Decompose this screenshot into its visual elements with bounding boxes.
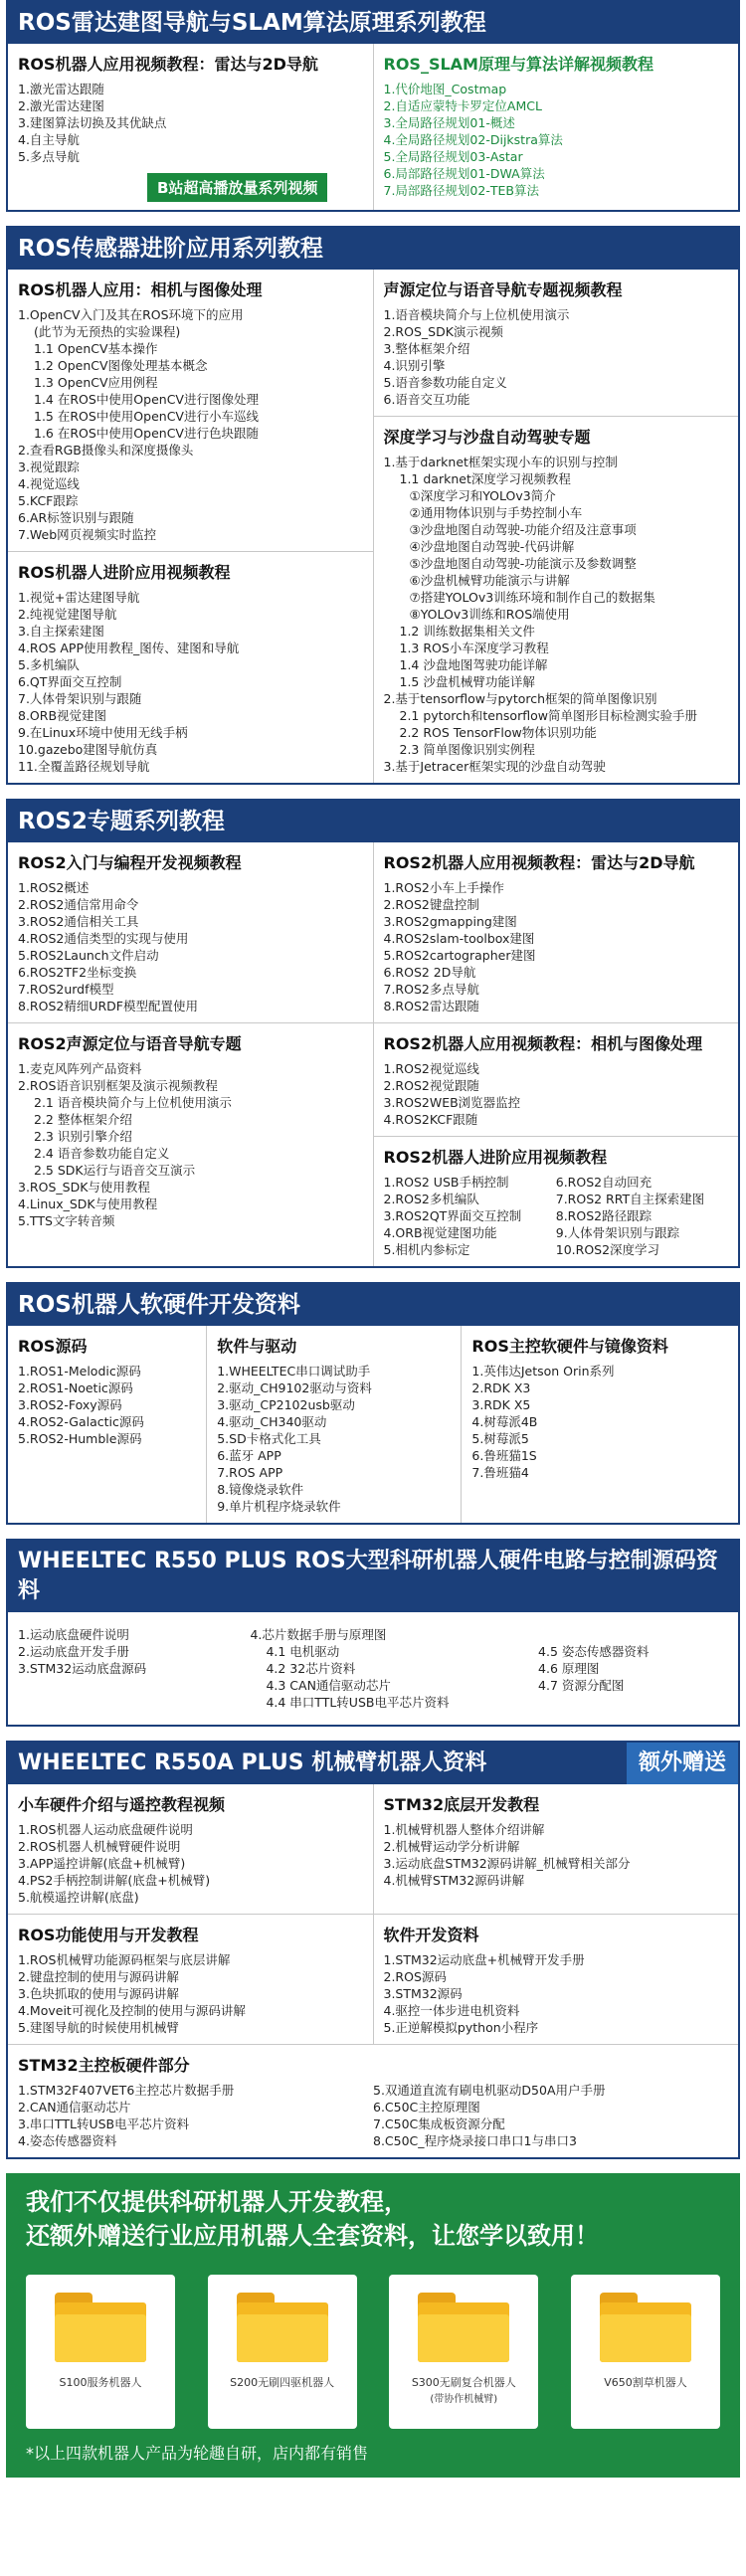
- list-item: 4.6 原理图: [538, 1661, 600, 1676]
- item-list: [18, 81, 363, 165]
- folder-sublabel: (带协作机械臂): [430, 2394, 498, 2405]
- list-item: 1.OpenCV入门及其在ROS环境下的应用: [18, 307, 244, 322]
- list-item: 4.1 电机驱动: [266, 1644, 340, 1659]
- list-item: 2.自适应蒙特卡罗定位AMCL: [383, 98, 542, 113]
- list-item: ④沙盘地图自动驾驶-代码讲解: [409, 539, 575, 554]
- list-item: 4.2 32芯片资料: [266, 1661, 356, 1676]
- list-item: 3.基于Jetracer框架实现的沙盘自动驾驶: [383, 759, 606, 774]
- box-ros2-voice: [8, 1022, 373, 1237]
- list-item: 4.全局路径规划02-Dijkstra算法: [383, 132, 563, 147]
- folder-label: S300无刷复合机器人: [411, 2376, 516, 2389]
- list-item: 4.驱动_CH340驱动: [217, 1414, 327, 1429]
- list-item: 2.4 语音参数功能自定义: [34, 1146, 170, 1161]
- folder-card[interactable]: [208, 2275, 357, 2429]
- box-camera: [8, 270, 373, 551]
- col-left: [8, 270, 373, 783]
- list-item: 2.键盘控制的使用与源码讲解: [18, 1969, 179, 1984]
- list-item: 5.树莓派5: [471, 1431, 529, 1446]
- list-item: 3.RDK X5: [471, 1397, 531, 1412]
- box-software-dev: [373, 1915, 739, 2044]
- list-item: 6.ROS2 2D导航: [383, 965, 476, 980]
- list-item: 6.蓝牙 APP: [217, 1448, 281, 1463]
- section-sensors: [6, 226, 740, 785]
- list-item: 2.查看RGB摄像头和深度摄像头: [18, 443, 194, 458]
- list-item: 4.树莓派4B: [471, 1414, 538, 1429]
- list-item: (此节为无预热的实验课程): [34, 324, 181, 339]
- list-item: 9.单片机程序烧录软件: [217, 1499, 341, 1514]
- list-item: 1.WHEELTEC串口调试助手: [217, 1364, 371, 1379]
- list-item: 4.7 资源分配图: [538, 1678, 625, 1693]
- box-ros2-advanced: [374, 1136, 739, 1266]
- promo-line-2: 还额外赠送行业应用机器人全套资料，让您学以致用！: [26, 2222, 599, 2250]
- folder-card[interactable]: [571, 2275, 720, 2429]
- list-item: 5.建图导航的时候使用机械臂: [18, 2020, 179, 2035]
- promo-line-1: 我们不仅提供科研机器人开发教程，: [26, 2188, 408, 2216]
- list-item: 9.人体骨架识别与跟踪: [555, 1225, 680, 1240]
- folder-row: [6, 2265, 740, 2437]
- item-list: [384, 306, 729, 408]
- section-title: WHEELTEC R550 PLUS ROS大型科研机器人硬件电路与控制源码资料: [8, 1541, 738, 1612]
- item-list-left: [18, 2082, 373, 2149]
- section-title-wrap: [8, 1743, 738, 1784]
- list-item: 7.ROS APP: [217, 1465, 283, 1480]
- list-item: 1.3 ROS小车深度学习教程: [399, 641, 549, 655]
- list-item: 1.ROS机械臂功能源码框架与底层讲解: [18, 1952, 231, 1967]
- list-item: 1.2 OpenCV图像处理基本概念: [34, 358, 208, 373]
- list-item: 2.ROS源码: [383, 1969, 447, 1984]
- folder-icon: [237, 2293, 328, 2362]
- item-list: [18, 1951, 363, 2036]
- box-ros-source: [8, 1326, 206, 1523]
- folder-card[interactable]: [26, 2275, 175, 2429]
- list-item: 2.RDK X3: [471, 1380, 531, 1395]
- list-item: 3.串口TTL转USB电平芯片资料: [18, 2116, 190, 2131]
- box-title: ROS机器人应用：相机与图像处理: [18, 280, 263, 299]
- list-item: 4.ROS2-Galactic源码: [18, 1414, 144, 1429]
- list-item: 6.语音交互功能: [383, 392, 470, 407]
- list-item: ①深度学习和YOLOv3简介: [409, 488, 556, 503]
- list-item: 1.ROS2小车上手操作: [383, 880, 504, 895]
- list-item: 3.自主探索建图: [18, 624, 104, 639]
- list-item: 7.鲁班猫4: [471, 1465, 529, 1480]
- list-item: 4.Moveit可视化及控制的使用与源码讲解: [18, 2003, 246, 2018]
- list-item: 6.局部路径规划01-DWA算法: [383, 166, 545, 181]
- list-item: 4.驱控一体步进电机资料: [383, 2003, 520, 2018]
- box-software-driver: [206, 1326, 461, 1523]
- item-list: [18, 589, 363, 775]
- list-item: 2.纯视觉建图导航: [18, 607, 117, 622]
- list-item: 1.代价地图_Costmap: [383, 82, 507, 96]
- list-item: 3.驱动_CP2102usb驱动: [217, 1397, 355, 1412]
- list-item: 6.C50C主控原理图: [373, 2100, 480, 2115]
- list-item: 5.全局路径规划03-Astar: [383, 149, 523, 164]
- item-list: [217, 1363, 451, 1515]
- item-list: [18, 1363, 196, 1447]
- box-controller: [461, 1326, 738, 1523]
- list-item: 1.STM32运动底盘+机械臂开发手册: [383, 1952, 585, 1967]
- list-item: 1.5 沙盘机械臂功能详解: [399, 674, 535, 689]
- list-item: 3.ROS2WEB浏览器监控: [383, 1095, 521, 1110]
- list-item: 4.ROS APP使用教程_图传、建图和导航: [18, 641, 240, 655]
- item-list: [18, 1821, 363, 1906]
- folder-label: S100服务机器人: [59, 2376, 142, 2389]
- col-right: [373, 842, 739, 1266]
- box-title: ROS2机器人进阶应用视频教程: [383, 1148, 608, 1167]
- bilibili-badge: B站超高播放量系列视频: [147, 173, 327, 202]
- list-item: 1.机械臂机器人整体介绍讲解: [383, 1822, 545, 1837]
- list-item: 4.5 姿态传感器资料: [538, 1644, 650, 1659]
- list-item: 5.语音参数功能自定义: [383, 375, 507, 390]
- box-title: ROS源码: [18, 1337, 88, 1356]
- list-item: 2.ROS2通信常用命令: [18, 897, 139, 912]
- list-item: 3.ROS2QT界面交互控制: [383, 1208, 522, 1223]
- list-item: 3.STM32源码: [383, 1986, 463, 2001]
- folder-label: S200无刷四驱机器人: [230, 2376, 335, 2389]
- list-item: 1.ROS2视觉巡线: [383, 1061, 479, 1076]
- box-advanced: [8, 551, 373, 783]
- list-item: 2.CAN通信驱动芯片: [18, 2100, 131, 2115]
- box-title: STM32主控板硬件部分: [18, 2056, 190, 2075]
- list-item: 7.局部路径规划02-TEB算法: [383, 183, 539, 198]
- list-item: 10.gazebo建图导航仿真: [18, 742, 158, 757]
- item-list: [18, 1626, 230, 1677]
- col-2: [240, 1618, 528, 1719]
- box-hardware-intro: [8, 1784, 373, 1914]
- list-item: 2.2 整体框架介绍: [34, 1112, 132, 1127]
- list-item: 1.运动底盘硬件说明: [18, 1627, 129, 1642]
- list-item: 5.多机编队: [18, 657, 80, 672]
- box-title: 深度学习与沙盘自动驾驶专题: [383, 428, 591, 447]
- list-item: 4.芯片数据手册与原理图: [250, 1627, 387, 1642]
- list-item: 3.ROS_SDK与使用教程: [18, 1180, 150, 1195]
- item-list: [384, 454, 729, 775]
- box-title: STM32底层开发教程: [383, 1795, 540, 1814]
- list-item: 6.鲁班猫1S: [471, 1448, 537, 1463]
- list-item: 1.激光雷达跟随: [18, 82, 104, 96]
- list-item: 4.Linux_SDK与使用教程: [18, 1196, 158, 1211]
- list-item: 8.ORB视觉建图: [18, 708, 107, 723]
- box-slam-principle: [373, 44, 739, 210]
- list-item: 5.ROS2-Humble源码: [18, 1431, 142, 1446]
- section-ros2: [6, 799, 740, 1268]
- box-title: ROS2机器人应用视频教程：雷达与2D导航: [383, 853, 695, 872]
- list-item: 8.ROS2精细URDF模型配置使用: [18, 999, 198, 1013]
- list-item: 2.ROS2多机编队: [383, 1192, 479, 1206]
- list-item: 5.航模遥控讲解(底盘): [18, 1890, 139, 1905]
- list-item: 2.基于tensorflow与pytorch框架的简单图像识别: [383, 691, 657, 706]
- box-radar-2d: [8, 44, 373, 210]
- list-item: 1.1 OpenCV基本操作: [34, 341, 158, 356]
- box-title: ROS_SLAM原理与算法详解视频教程: [383, 55, 653, 74]
- box-title: 声源定位与语音导航专题视频教程: [383, 280, 623, 299]
- list-item: 1.5 在ROS中使用OpenCV进行小车巡线: [34, 409, 259, 424]
- box-title: ROS2声源定位与语音导航专题: [18, 1034, 242, 1053]
- list-item: 3.运动底盘STM32源码讲解_机械臂相关部分: [383, 1856, 631, 1871]
- folder-icon: [55, 2293, 146, 2362]
- box-title: ROS功能使用与开发教程: [18, 1926, 199, 1944]
- list-item: 1.3 OpenCV应用例程: [34, 375, 158, 390]
- item-list-left: [384, 1174, 556, 1258]
- list-item: ②通用物体识别与手势控制小车: [409, 505, 583, 520]
- list-item: 2.ROS机器人机械臂硬件说明: [18, 1839, 181, 1854]
- list-item: 5.TTS文字转音频: [18, 1213, 115, 1228]
- folder-card[interactable]: [389, 2275, 538, 2429]
- list-item: 2.ROS1-Noetic源码: [18, 1380, 133, 1395]
- list-item: 3.整体框架介绍: [383, 341, 470, 356]
- list-item: 6.AR标签识别与跟随: [18, 510, 134, 525]
- list-item: 7.Web网页视频实时监控: [18, 527, 157, 542]
- list-item: 8.C50C_程序烧录接口串口1与串口3: [373, 2133, 577, 2148]
- list-item: 7.人体骨架识别与跟随: [18, 691, 142, 706]
- box-title: ROS主控软硬件与镜像资料: [471, 1337, 668, 1356]
- list-item: 4.机械臂STM32源码讲解: [383, 1873, 525, 1888]
- box-title: 小车硬件介绍与遥控教程视频: [18, 1795, 226, 1814]
- item-list: [18, 879, 363, 1014]
- list-item: 6.QT界面交互控制: [18, 674, 122, 689]
- list-item: 1.2 训练数据集相关文件: [399, 624, 535, 639]
- list-item: ⑤沙盘地图自动驾驶-功能演示及参数调整: [409, 556, 637, 571]
- folder-icon: [600, 2293, 691, 2362]
- folder-label: V650割草机器人: [604, 2376, 687, 2389]
- list-item: 4.自主导航: [18, 132, 80, 147]
- list-item: 3.STM32运动底盘源码: [18, 1661, 147, 1676]
- list-item: 5.ROS2Launch文件启动: [18, 948, 159, 963]
- box-ros2-radar: [374, 842, 739, 1022]
- item-list: [384, 81, 729, 199]
- item-list-right: [373, 2082, 728, 2149]
- list-item: 4.识别引擎: [383, 358, 446, 373]
- list-item: 1.麦克风阵列产品资料: [18, 1061, 142, 1076]
- list-item: 7.ROS2urdf模型: [18, 982, 114, 997]
- box-title: 软件开发资料: [383, 1926, 479, 1944]
- list-item: 2.ROS_SDK演示视频: [383, 324, 503, 339]
- list-item: 5.正逆解模拟python小程序: [383, 2020, 539, 2035]
- item-list: [18, 306, 363, 543]
- list-item: 5.多点导航: [18, 149, 80, 164]
- box-title: 软件与驱动: [217, 1337, 297, 1356]
- list-item: 4.视觉巡线: [18, 476, 80, 491]
- list-item: 5.ROS2cartographer建图: [383, 948, 536, 963]
- list-item: 1.英伟达Jetson Orin系列: [471, 1364, 615, 1379]
- list-item: 9.在Linux环境中使用无线手柄: [18, 725, 188, 740]
- list-item: 3.ROS2-Foxy源码: [18, 1397, 122, 1412]
- section-title: ROS传感器进阶应用系列教程: [8, 228, 738, 270]
- list-item: 3.ROS2通信相关工具: [18, 914, 139, 929]
- list-item: 1.ROS2概述: [18, 880, 90, 895]
- box-title: ROS机器人应用视频教程：雷达与2D导航: [18, 55, 318, 74]
- list-item: 6.ROS2TF2坐标变换: [18, 965, 137, 980]
- box-ros2-intro: [8, 842, 373, 1022]
- box-title: ROS机器人进阶应用视频教程: [18, 563, 231, 582]
- box-ros2-camera: [374, 1022, 739, 1136]
- list-item: 3.建图算法切换及其优缺点: [18, 115, 167, 130]
- list-item: ③沙盘地图自动驾驶-功能介绍及注意事项: [409, 522, 637, 537]
- col-right: [373, 270, 739, 783]
- list-item: 1.语音模块简介与上位机使用演示: [383, 307, 570, 322]
- item-list: [250, 1626, 518, 1711]
- list-item: 2.驱动_CH9102驱动与资料: [217, 1380, 372, 1395]
- list-item: 2.5 SDK运行与语音交互演示: [34, 1163, 196, 1178]
- list-item: 1.4 沙盘地图驾驶功能详解: [399, 657, 548, 672]
- box-stm32-dev: [373, 1784, 739, 1914]
- section-title: ROS雷达建图导航与SLAM算法原理系列教程: [8, 2, 738, 44]
- list-item: 4.ORB视觉建图功能: [383, 1225, 497, 1240]
- list-item: 7.ROS2多点导航: [383, 982, 479, 997]
- list-item: 3.色块抓取的使用与源码讲解: [18, 1986, 179, 2001]
- list-item: 4.PS2手柄控制讲解(底盘+机械臂): [18, 1873, 211, 1888]
- col-1: [8, 1618, 240, 1719]
- list-item: 2.激光雷达建图: [18, 98, 104, 113]
- box-title: ROS2入门与编程开发视频教程: [18, 853, 242, 872]
- item-list: [538, 1643, 728, 1694]
- list-item: 1.视觉+雷达建图导航: [18, 590, 140, 605]
- promo-banner: [6, 2173, 740, 2265]
- list-item: 2.ROS2视觉跟随: [383, 1078, 479, 1093]
- box-voice: [374, 270, 739, 416]
- list-item: 5.KCF跟踪: [18, 493, 79, 508]
- list-item: 8.ROS2雷达跟随: [383, 999, 479, 1013]
- list-item: 3.全局路径规划01-概述: [383, 115, 515, 130]
- list-item: 4.4 串口TTL转USB电平芯片资料: [266, 1695, 450, 1710]
- list-item: 2.ROS语音识别框架及演示视频教程: [18, 1078, 218, 1093]
- list-item: 1.4 在ROS中使用OpenCV进行图像处理: [34, 392, 259, 407]
- list-item: 4.ROS2KCF跟随: [383, 1112, 478, 1127]
- list-item: 5.双通道直流有刷电机驱动D50A用户手册: [373, 2083, 606, 2098]
- list-item: 1.ROS1-Melodic源码: [18, 1364, 141, 1379]
- box-deep-learning: [374, 416, 739, 783]
- section-slam: [6, 0, 740, 212]
- list-item: 6.ROS2自动回充: [555, 1175, 653, 1190]
- list-item: 2.3 简单图像识别实例程: [399, 742, 535, 757]
- col-3: [528, 1618, 738, 1719]
- section-title: ROS机器人软硬件开发资料: [8, 1284, 738, 1326]
- folder-icon: [418, 2293, 509, 2362]
- list-item: 11.全覆盖路径规划导航: [18, 759, 150, 774]
- list-item: 7.C50C集成板资源分配: [373, 2116, 505, 2131]
- box-title: ROS2机器人应用视频教程：相机与图像处理: [383, 1034, 703, 1053]
- list-item: 3.APP遥控讲解(底盘+机械臂): [18, 1856, 186, 1871]
- extra-gift-badge: 额外赠送: [627, 1743, 738, 1784]
- list-item: 3.视觉跟踪: [18, 460, 80, 474]
- list-item: 1.ROS2 USB手柄控制: [383, 1175, 509, 1190]
- list-item: 1.1 darknet深度学习视频教程: [399, 471, 571, 486]
- col-left: [8, 842, 373, 1266]
- section-title: WHEELTEC R550A PLUS 机械臂机器人资料: [18, 1750, 487, 1775]
- item-list: [384, 1951, 729, 2036]
- item-list: [384, 879, 729, 1014]
- list-item: 2.2 ROS TensorFlow物体识别功能: [399, 725, 597, 740]
- list-item: 3.ROS2gmapping建图: [383, 914, 517, 929]
- section-resources: [6, 1282, 740, 1525]
- item-list-right: [556, 1174, 728, 1258]
- list-item: 8.镜像烧录软件: [217, 1482, 304, 1497]
- item-list: [384, 1821, 729, 1889]
- item-list: [384, 1060, 729, 1128]
- list-item: 7.ROS2 RRT自主探索建图: [555, 1192, 705, 1206]
- list-item: 8.ROS2路径跟踪: [555, 1208, 653, 1223]
- list-item: 2.ROS2键盘控制: [383, 897, 479, 912]
- item-list: [18, 1060, 363, 1229]
- list-item: 4.ROS2slam-toolbox建图: [383, 931, 535, 946]
- list-item: ⑧YOLOv3训练和ROS端使用: [409, 607, 570, 622]
- list-item: 2.1 语音模块简介与上位机使用演示: [34, 1095, 232, 1110]
- list-item: ⑥沙盘机械臂功能演示与讲解: [409, 573, 570, 588]
- section-r550a: [6, 1741, 740, 2159]
- list-item: 4.ROS2通信类型的实现与使用: [18, 931, 189, 946]
- list-item: 2.1 pytorch和tensorflow简单图形目标检测实验手册: [399, 708, 697, 723]
- section-title: ROS2专题系列教程: [8, 801, 738, 842]
- list-item: 1.STM32F407VET6主控芯片数据手册: [18, 2083, 235, 2098]
- list-item: ⑦搭建YOLOv3训练环境和制作自己的数据集: [409, 590, 655, 605]
- list-item: 1.基于darknet框架实现小车的识别与控制: [383, 455, 618, 469]
- list-item: 5.相机内参标定: [383, 1242, 470, 1257]
- list-item: 2.运动底盘开发手册: [18, 1644, 129, 1659]
- box-stm32-board: [8, 2044, 738, 2157]
- list-item: 1.6 在ROS中使用OpenCV进行色块跟随: [34, 426, 259, 441]
- section-r550: [6, 1539, 740, 1727]
- list-item: 1.ROS机器人运动底盘硬件说明: [18, 1822, 193, 1837]
- list-item: 4.姿态传感器资料: [18, 2133, 117, 2148]
- list-item: 10.ROS2深度学习: [555, 1242, 660, 1257]
- list-item: 2.机械臂运动学分析讲解: [383, 1839, 520, 1854]
- list-item: 4.3 CAN通信驱动芯片: [266, 1678, 391, 1693]
- item-list: [471, 1363, 728, 1481]
- list-item: 5.SD卡格式化工具: [217, 1431, 321, 1446]
- list-item: 2.3 识别引擎介绍: [34, 1129, 132, 1144]
- promo-footnote: *以上四款机器人产品为轮趣自研，店内都有销售: [6, 2437, 740, 2478]
- box-ros-function: [8, 1915, 373, 2044]
